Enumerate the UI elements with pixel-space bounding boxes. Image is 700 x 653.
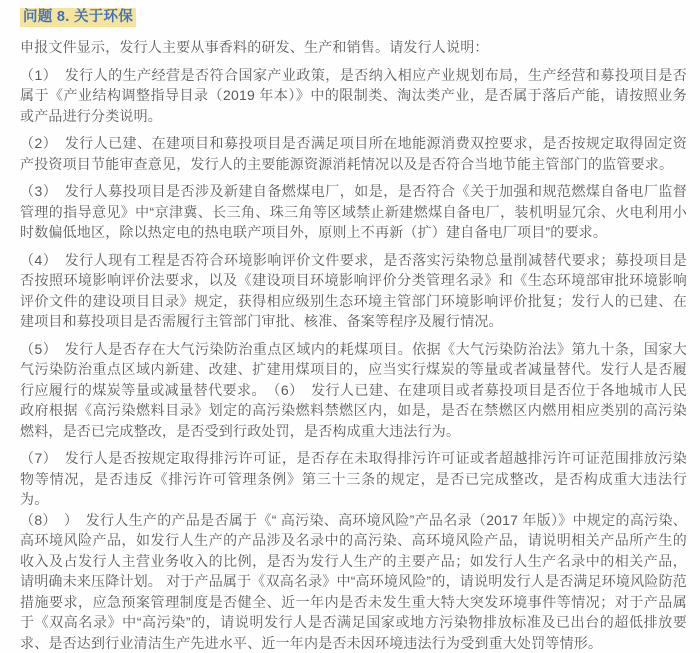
question-title: 问题 8. 关于环保: [20, 8, 136, 27]
paragraph-item-7: （7） 发行人是否按规定取得排污许可证，是否存在未取得排污许可证或者超越排污许可证范围排放污染物等情况，是否违反《排污许可管理条例》第三十三条的规定，是否已完成整改，是否构成重大违法行为。: [20, 448, 687, 510]
paragraph-item-1: （1） 发行人的生产经营是否符合国家产业政策，是否纳入相应产业规划布局，生产经营和募投项目是否属于《产业结构调整指导目录（2019 年本）》中的限制类、淘汰类产业，是否属于落后产能，请按照业务或产品进行分类说明。: [20, 65, 687, 127]
intro-paragraph: 申报文件显示，发行人主要从事香料的研发、生产和销售。请发行人说明：: [20, 37, 687, 58]
paragraph-item-3: （3） 发行人募投项目是否涉及新建自备燃煤电厂，如是，是否符合《关于加强和规范燃煤自备电厂监督管理的指导意见》中“京津冀、长三角、珠三角等区域禁止新建燃煤自备电厂，装机明显冗余、火电利用小时数偏低地区，除以热定电的热电联产项目外，原则上不再新（扩）建自备电厂项目”的要求。: [20, 181, 687, 243]
paragraph-item-2: （2） 发行人已建、在建项目和募投项目是否满足项目所在地能源消费双控要求，是否按规定取得固定资产投资项目节能审查意见，发行人的主要能源资源消耗情况以及是否符合当地节能主管部门的监管要求。: [20, 133, 687, 174]
paragraph-item-5-6: （5） 发行人是否存在大气污染防治重点区域内的耗煤项目。依据《大气污染防治法》第九十条，国家大气污染防治重点区域内新建、改建、扩建用煤项目的，应当实行煤炭的等量或者减量替代。发行人是否履行应履行的煤炭等量或减量替代要求。 （6） 发行人已建、在建项目或者募投项目是否位于各地城市人民政府根据《高污染燃料目录》划定的高污染燃料禁燃区内，如是，是否在禁燃区内燃用相应类别的高污染燃料，是否已完成整改，是否受到行政处罚，是否构成重大违法行为。: [20, 339, 687, 442]
paragraph-item-8: （8） ） 发行人生产的产品是否属于《“ 高污染、高环境风险”产品名录（2017 年版）》中规定的高污染、高环境风险产品，如发行人生产的产品涉及名录中的高污染、高环境风险产品，请说明相关产品所产生的收入及占发行人主营业务收入的比例，是否为发行人生产的主要产品；如发行人生产名录中的相关产品，请明确未来压降计划。 对于产品属于《双高名录》中“高环境风险”的，请说明发行人是否满足环境风险防范措施要求，应急预案管理制度是否健全、近一年内是否未发生重大特大突发环境事件等情况；对于产品属于《双高名录》中“高污染”的，请说明发行人是否满足国家或地方污染物排放标准及已出台的超低排放要求、是否达到行业清洁生产先进水平、近一年内是否未因环境违法行为受到重大处罚等情形。: [20, 510, 687, 653]
paragraph-item-4: （4） 发行人现有工程是否符合环境影响评价文件要求，是否落实污染物总量削减替代要求；募投项目是否按照环境影响评价法要求，以及《建设项目环境影响评价分类管理名录》和《生态环境部审批环境影响评价文件的建设项目目录》规定，获得相应级别生态环境主管部门环境影响评价批复；发行人的已建、在建项目和募投项目是否需履行主管部门审批、核准、备案等程序及履行情况。: [20, 250, 687, 332]
title-row: [20, 8, 687, 27]
